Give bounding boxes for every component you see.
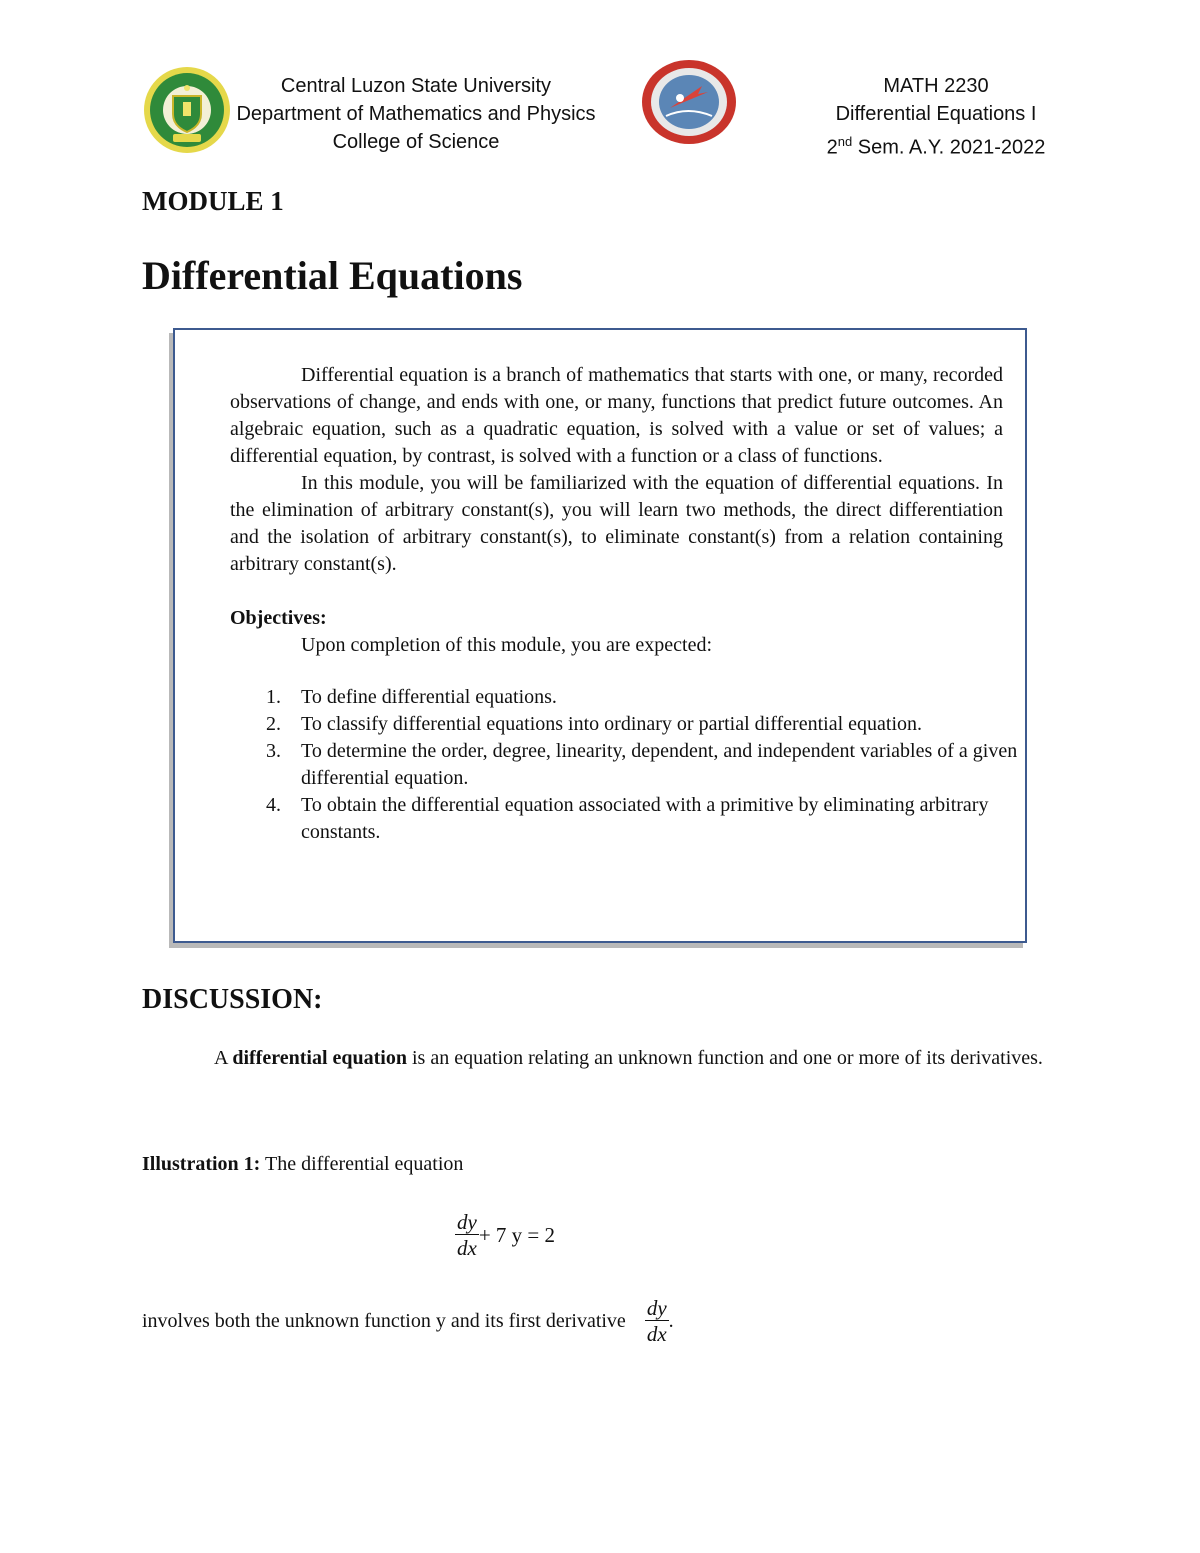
course-header xyxy=(760,72,1112,162)
course-code: MATH 2230 xyxy=(883,75,989,97)
intro-paragraph-2: In this module, you will be familiarized with the equation of differential equations. In the elimination of arbitrary constant(s), you will learn two methods, the direct differentiation and the isolation of arbitrary constant(s), to eliminate constant(s) from a relation containing arbitrary constant(s). xyxy=(230,472,1003,575)
course-title: Differential Equations I xyxy=(835,103,1037,125)
first-derivative-fraction: $\frac{dy}{dx}$ xyxy=(646,1296,667,1346)
overview-box xyxy=(173,328,1027,943)
list-item: 4. To obtain the differential equation associated with a primitive by eliminating arbitrary constants. xyxy=(266,794,989,843)
objectives-list xyxy=(230,684,1018,846)
university-logo xyxy=(143,66,231,154)
department-logo xyxy=(640,58,738,146)
involves-sentence: involves both the unknown function y and its first derivative $\frac{dy}{dx}$ . xyxy=(142,1296,674,1346)
equation: $\frac{dy}{dx}$ + 7 y = 2 xyxy=(457,1210,556,1260)
list-item: 1. To define differential equations. xyxy=(266,686,557,708)
module-label: MODULE 1 xyxy=(142,186,284,216)
definition-paragraph: A differential equation is an equation relating an unknown function and one or more of its derivatives. xyxy=(214,1047,1043,1069)
list-item: 2. To classify differential equations into ordinary or partial differential equation. xyxy=(266,713,922,735)
discussion-heading: DISCUSSION: xyxy=(142,984,323,1015)
institution-header xyxy=(230,72,602,156)
objectives-intro: Upon completion of this module, you are expected: xyxy=(301,634,713,656)
page-title: Differential Equations xyxy=(142,253,523,298)
derivative-fraction: $\frac{dy}{dx}$ xyxy=(457,1210,477,1260)
semester-info: 2nd Sem. A.Y. 2021-2022 xyxy=(826,134,1046,159)
defined-term: differential equation xyxy=(232,1047,407,1069)
intro-paragraph-1: Differential equation is a branch of mathematics that starts with one, or many, recorded observations of change, and ends with one, or many, functions that predict future outcomes. An algebraic equation, such as a quadratic equation, is solved with a value or set of values; a differential equation, by contrast, is solved with a function or a class of functions. xyxy=(230,364,1003,467)
college-name: College of Science xyxy=(332,131,500,153)
list-item: 3. To determine the order, degree, linearity, dependent, and independent variables of a given differential equation. xyxy=(266,740,1018,789)
objectives-heading: Objectives: xyxy=(230,607,327,629)
university-name: Central Luzon State University xyxy=(280,75,552,97)
department-name: Department of Mathematics and Physics xyxy=(236,103,596,125)
illustration-label: Illustration 1: The differential equation xyxy=(142,1153,464,1175)
